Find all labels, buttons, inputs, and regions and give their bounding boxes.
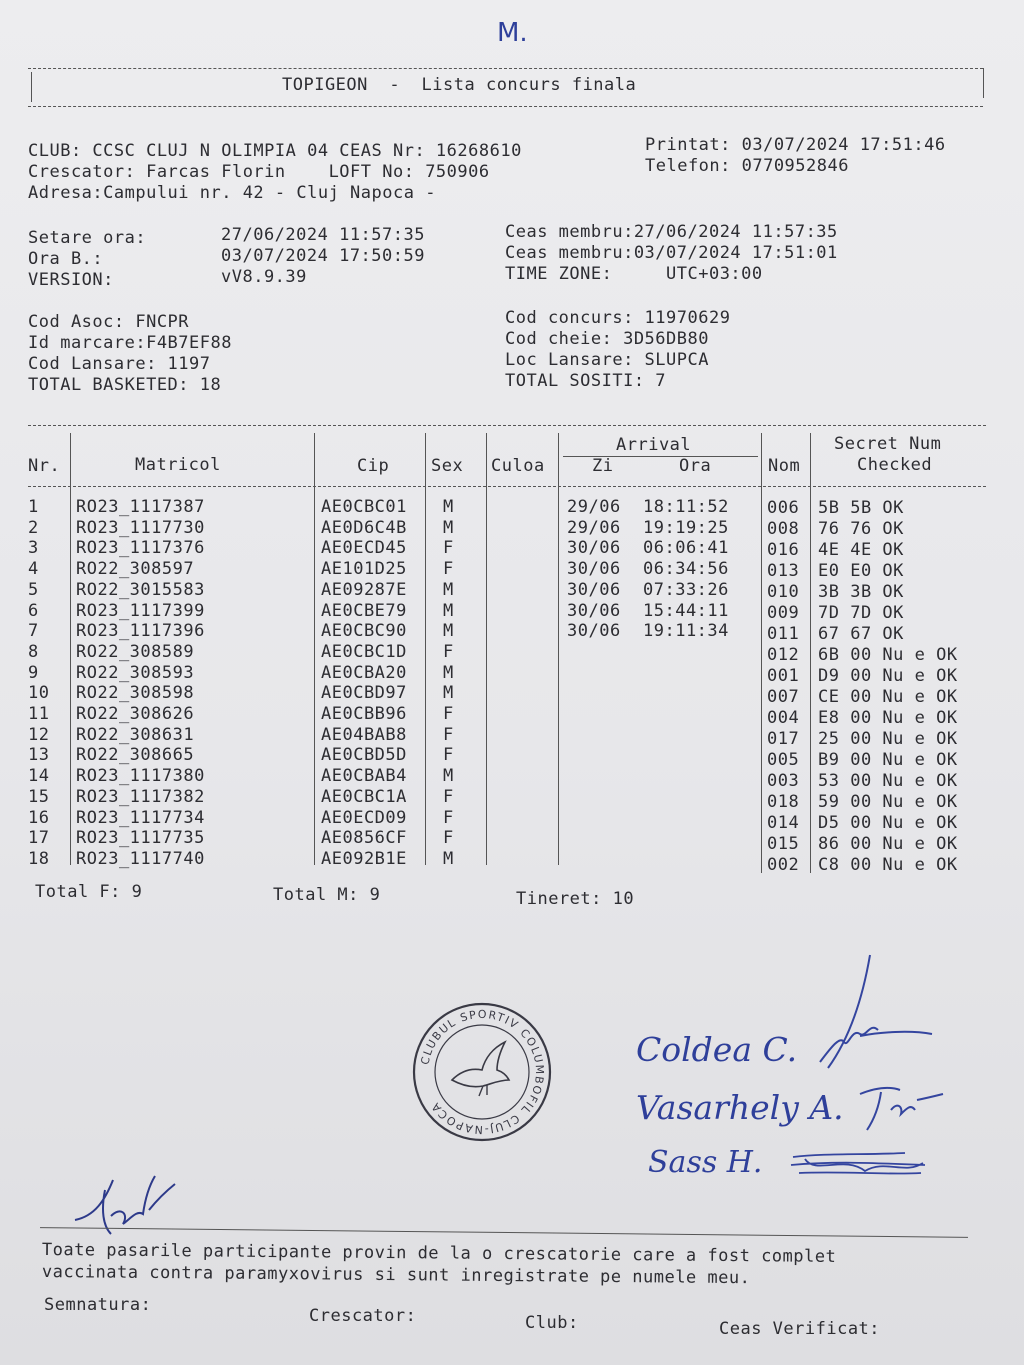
phone: Telefon: 0770952846 <box>645 156 849 176</box>
time-zone: TIME ZONE: UTC+03:00 <box>505 264 763 284</box>
cell-cip: AE0ECD09 <box>321 807 407 828</box>
table-row <box>0 724 1024 749</box>
label-ceas-verificat: Ceas Verificat: <box>719 1319 881 1339</box>
ceas-membru-2: Ceas membru:03/07/2024 17:51:01 <box>505 243 838 263</box>
cell-cip: AE0CBC1D <box>321 641 407 662</box>
col-header-secret-num: Secret Num <box>834 434 942 454</box>
cell-secret: E8 00 Nu e OK <box>818 708 958 728</box>
cell-cip: AE0CBD97 <box>321 683 407 704</box>
cell-cip: AE09287E <box>321 579 407 600</box>
cell-matricol: RO23_1117387 <box>76 497 205 517</box>
cell-cip: AE0CBAB4 <box>321 766 407 787</box>
table-row <box>0 786 1024 812</box>
table-row <box>0 641 1024 665</box>
signature-scribble-1 <box>800 950 940 1080</box>
cell-nom: 017 <box>767 728 800 749</box>
col-header-ora: Ora <box>679 456 712 476</box>
cell-sex: M <box>443 600 454 621</box>
tineret-count: Tineret: 10 <box>516 889 635 909</box>
cell-zi: 30/06 <box>567 538 621 559</box>
cell-sex: F <box>443 704 454 724</box>
cell-sex: F <box>443 745 454 766</box>
cell-nom: 002 <box>767 854 800 875</box>
club-stamp <box>407 1000 557 1150</box>
cell-nr: 17 <box>28 828 50 849</box>
cell-sex: F <box>443 807 454 828</box>
cell-nr: 14 <box>28 766 50 787</box>
cell-secret: 3B 3B OK <box>818 581 904 602</box>
cod-concurs: Cod concurs: 11970629 <box>505 308 731 328</box>
cell-secret: 67 67 OK <box>818 623 904 644</box>
cell-secret: E0 E0 OK <box>818 560 904 581</box>
cell-nr: 15 <box>28 786 50 807</box>
cell-zi: 30/06 <box>567 579 621 600</box>
cod-asoc: Cod Asoc: FNCPR <box>28 312 190 332</box>
cell-nom: 013 <box>767 560 800 581</box>
cell-sex: F <box>443 538 454 559</box>
handwritten-mark: M. <box>497 18 528 48</box>
cell-nr: 13 <box>28 745 50 766</box>
col-header-arrival: Arrival <box>616 435 692 455</box>
cell-sex: M <box>443 848 454 869</box>
cell-matricol: RO23_1117740 <box>76 848 205 869</box>
cell-nr: 3 <box>28 538 39 559</box>
signature-name-1: Coldea C. <box>636 1030 798 1069</box>
signature-name-3: Sass H. <box>648 1145 763 1180</box>
cell-secret: 53 00 Nu e OK <box>818 770 958 791</box>
cell-matricol: RO22_308631 <box>76 724 195 745</box>
table-row <box>0 662 1024 686</box>
cell-nr: 6 <box>28 600 39 621</box>
svg-text:CLUBUL SPORTIV COLUMBOFIL CLUJ: CLUBUL SPORTIV COLUMBOFIL CLUJ-NAPOCA <box>418 1007 547 1137</box>
signature-scribble-breeder <box>65 1170 185 1250</box>
signature-name-2: Vasarhely A. <box>636 1088 844 1127</box>
report-title: TOPIGEON - Lista concurs finala <box>282 75 637 95</box>
cod-cheie: Cod cheie: 3D56DB80 <box>505 329 709 349</box>
cod-lansare: Cod Lansare: 1197 <box>28 354 211 374</box>
cell-nom: 012 <box>767 644 800 665</box>
cell-cip: AE0CBC1A <box>321 786 407 807</box>
table-row <box>0 848 1024 875</box>
title-border-right <box>983 68 984 98</box>
cell-cip: AE0D6C4B <box>321 517 407 538</box>
cell-cip: AE0CBC90 <box>321 621 407 642</box>
cell-secret: CE 00 Nu e OK <box>818 686 958 707</box>
cell-matricol: RO22_308593 <box>76 662 195 683</box>
cell-zi: 30/06 <box>567 559 621 580</box>
cell-nr: 16 <box>28 807 50 828</box>
cell-secret: 86 00 Nu e OK <box>818 833 958 854</box>
table-row <box>0 766 1024 791</box>
total-females: Total F: 9 <box>35 882 143 902</box>
cell-zi: 29/06 <box>567 517 621 538</box>
signature-scribble-3 <box>785 1145 935 1185</box>
cell-nom: 009 <box>767 603 800 623</box>
table-row <box>0 683 1024 707</box>
cell-sex: F <box>443 786 454 807</box>
cell-matricol: RO22_308665 <box>76 745 195 766</box>
cell-ora: 06:34:56 <box>643 559 729 580</box>
table-row <box>0 538 1024 558</box>
cell-nom: 014 <box>767 813 800 833</box>
title-border-bottom <box>28 106 983 107</box>
printed-at: Printat: 03/07/2024 17:51:46 <box>645 135 946 155</box>
cell-matricol: RO23_1117734 <box>76 807 205 828</box>
breeder-line: Crescator: Farcas Florin LOFT No: 750906 <box>28 162 490 182</box>
cell-secret: 5B 5B OK <box>818 498 904 518</box>
table-header-top-border <box>28 425 986 426</box>
setare-value: 27/06/2024 11:57:35 <box>221 225 425 245</box>
col-header-nr: Nr. <box>28 456 61 476</box>
ora-b-label: Ora B.: <box>28 249 104 269</box>
cell-nom: 010 <box>767 581 800 602</box>
cell-secret: 59 00 Nu e OK <box>818 791 958 812</box>
cell-nom: 018 <box>767 791 800 812</box>
cell-matricol: RO23_1117380 <box>76 766 205 787</box>
cell-sex: F <box>443 828 454 849</box>
version-value: vV8.9.39 <box>221 267 307 287</box>
col-header-nom: Nom <box>768 456 801 476</box>
table-row <box>0 601 1024 621</box>
cell-cip: AE101D25 <box>321 559 407 580</box>
cell-nom: 001 <box>767 665 800 686</box>
cell-sex: M <box>443 683 454 704</box>
cell-nr: 7 <box>28 621 39 642</box>
table-row <box>0 807 1024 833</box>
cell-nr: 10 <box>28 683 50 704</box>
cell-nr: 12 <box>28 724 50 745</box>
cell-nom: 008 <box>767 518 800 539</box>
ora-b-value: 03/07/2024 17:50:59 <box>221 246 425 266</box>
ceas-membru-1: Ceas membru:27/06/2024 11:57:35 <box>505 222 838 242</box>
title-border-left <box>31 72 32 102</box>
declaration-line-1: Toate pasarile participante provin de la o crescatorie care a fost complet <box>41 1240 837 1267</box>
cell-nom: 015 <box>767 833 800 854</box>
cell-ora: 07:33:26 <box>643 579 729 600</box>
title-border-top <box>28 68 983 69</box>
table-row <box>0 518 1024 538</box>
cell-nom: 003 <box>767 770 800 791</box>
cell-secret: B9 00 Nu e OK <box>818 749 958 770</box>
cell-sex: M <box>443 517 454 538</box>
cell-cip: AE092B1E <box>321 848 407 869</box>
col-header-sex: Sex <box>431 456 464 476</box>
cell-nr: 2 <box>28 517 39 538</box>
label-semnatura: Semnatura: <box>44 1295 152 1315</box>
label-club: Club: <box>525 1313 579 1333</box>
cell-matricol: RO22_3015583 <box>76 579 205 600</box>
cell-nom: 004 <box>767 708 800 728</box>
cell-cip: AE0CBD5D <box>321 745 407 766</box>
cell-secret: C8 00 Nu e OK <box>818 854 958 875</box>
cell-secret: 4E 4E OK <box>818 539 904 560</box>
setare-label: Setare ora: <box>28 228 147 248</box>
signature-scribble-2 <box>855 1080 945 1140</box>
col-header-zi: Zi <box>592 456 614 476</box>
loc-lansare: Loc Lansare: SLUPCA <box>505 350 709 370</box>
cell-cip: AE0CBC01 <box>321 497 407 517</box>
cell-zi: 30/06 <box>567 621 621 642</box>
cell-ora: 19:19:25 <box>643 517 729 538</box>
cell-cip: AE0CBE79 <box>321 600 407 621</box>
cell-sex: M <box>443 497 454 517</box>
table-row <box>0 828 1024 854</box>
cell-nr: 8 <box>28 641 39 662</box>
total-basketed: TOTAL BASKETED: 18 <box>28 375 222 395</box>
label-crescator: Crescator: <box>309 1306 417 1326</box>
id-marcare: Id marcare:F4B7EF88 <box>28 333 232 353</box>
cell-nom: 006 <box>767 498 800 518</box>
cell-matricol: RO22_308589 <box>76 641 195 662</box>
cell-matricol: RO22_308597 <box>76 559 195 580</box>
cell-nr: 11 <box>28 704 50 724</box>
cell-cip: AE04BAB8 <box>321 724 407 745</box>
cell-nom: 005 <box>767 749 800 770</box>
cell-sex: M <box>443 662 454 683</box>
cell-nr: 4 <box>28 559 39 580</box>
total-sositi: TOTAL SOSITI: 7 <box>505 371 667 391</box>
cell-nom: 011 <box>767 623 800 644</box>
declaration-line-2: vaccinata contra paramyxovirus si sunt inregistrate pe numele meu. <box>41 1262 751 1289</box>
cell-matricol: RO22_308598 <box>76 683 195 704</box>
cell-cip: AE0856CF <box>321 828 407 849</box>
cell-zi: 30/06 <box>567 600 621 621</box>
cell-ora: 18:11:52 <box>643 497 729 517</box>
version-label: VERSION: <box>28 270 114 290</box>
cell-nr: 9 <box>28 662 39 683</box>
col-header-checked: Checked <box>857 455 933 475</box>
cell-ora: 19:11:34 <box>643 621 729 642</box>
col-header-matricol: Matricol <box>135 455 221 475</box>
address: Adresa:Campului nr. 42 - Cluj Napoca - <box>28 183 436 203</box>
table-row <box>0 621 1024 644</box>
club-line: CLUB: CCSC CLUJ N OLIMPIA 04 CEAS Nr: 16268610 <box>28 141 522 161</box>
cell-nr: 5 <box>28 579 39 600</box>
cell-sex: M <box>443 766 454 787</box>
cell-sex: F <box>443 559 454 580</box>
table-row <box>0 704 1024 728</box>
table-header-bottom-border <box>28 486 986 487</box>
table-row <box>0 745 1024 770</box>
cell-nr: 18 <box>28 848 50 869</box>
cell-nr: 1 <box>28 497 39 517</box>
cell-sex: F <box>443 641 454 662</box>
cell-secret: 7D 7D OK <box>818 603 904 623</box>
cell-matricol: RO23_1117399 <box>76 600 205 621</box>
cell-secret: 6B 00 Nu e OK <box>818 644 958 665</box>
cell-secret: D9 00 Nu e OK <box>818 665 958 686</box>
cell-sex: F <box>443 724 454 745</box>
cell-sex: M <box>443 579 454 600</box>
cell-ora: 15:44:11 <box>643 600 729 621</box>
table-row <box>0 580 1024 600</box>
cell-matricol: RO22_308626 <box>76 704 195 724</box>
cell-matricol: RO23_1117730 <box>76 517 205 538</box>
cell-nom: 016 <box>767 539 800 560</box>
cell-sex: M <box>443 621 454 642</box>
col-header-cip: Cip <box>357 456 390 476</box>
cell-matricol: RO23_1117735 <box>76 828 205 849</box>
cell-nom: 007 <box>767 686 800 707</box>
table-row <box>0 559 1024 579</box>
table-row <box>0 497 1024 517</box>
cell-ora: 06:06:41 <box>643 538 729 559</box>
cell-matricol: RO23_1117382 <box>76 786 205 807</box>
cell-matricol: RO23_1117376 <box>76 538 205 559</box>
cell-secret: 76 76 OK <box>818 518 904 539</box>
cell-matricol: RO23_1117396 <box>76 621 205 642</box>
cell-secret: 25 00 Nu e OK <box>818 728 958 749</box>
total-males: Total M: 9 <box>273 885 381 905</box>
cell-cip: AE0ECD45 <box>321 538 407 559</box>
cell-cip: AE0CBB96 <box>321 704 407 724</box>
cell-cip: AE0CBA20 <box>321 662 407 683</box>
cell-zi: 29/06 <box>567 497 621 517</box>
col-header-culoa: Culoa <box>491 456 545 476</box>
cell-secret: D5 00 Nu e OK <box>818 813 958 833</box>
